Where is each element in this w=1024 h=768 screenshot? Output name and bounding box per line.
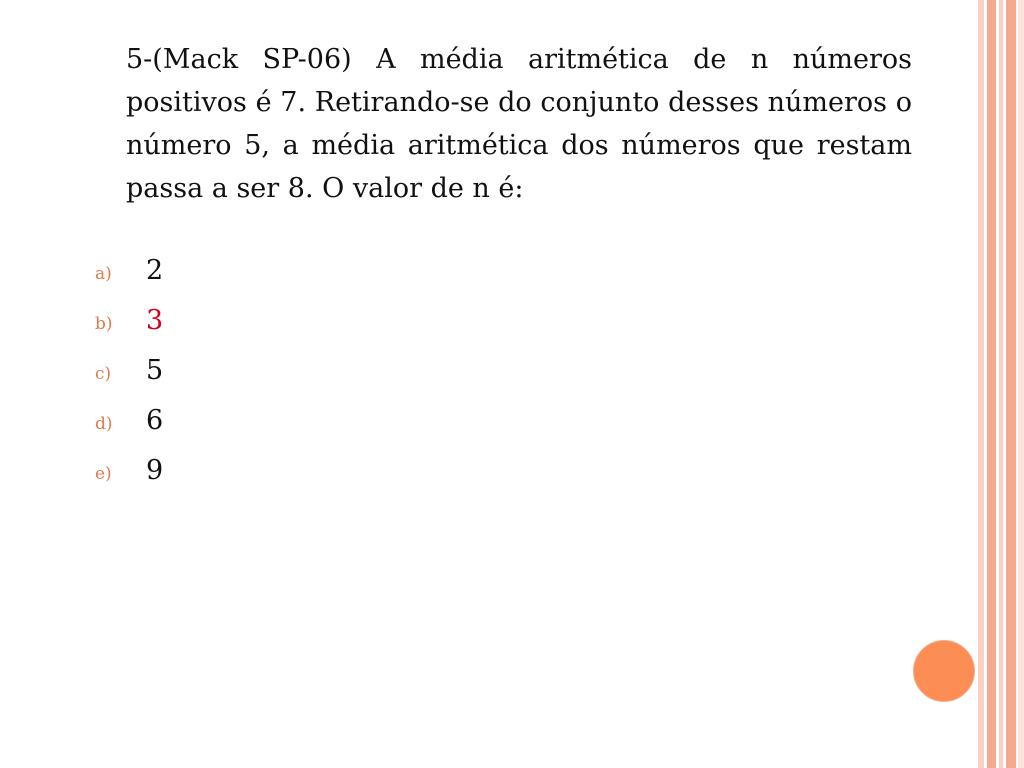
decorative-stripe (999, 0, 1003, 768)
option-e (95, 455, 163, 505)
option-value: 5 (146, 355, 164, 386)
option-a (95, 255, 163, 305)
decorative-stripe (987, 0, 996, 768)
option-letter: c) (95, 364, 112, 384)
decorative-stripe (1018, 0, 1024, 768)
option-value-highlighted: 3 (146, 305, 164, 336)
option-letter: e) (95, 464, 112, 484)
answer-options-list (95, 255, 163, 505)
option-value: 9 (146, 455, 164, 486)
option-c (95, 355, 163, 405)
option-value: 2 (146, 255, 164, 286)
option-value: 6 (146, 405, 164, 436)
option-letter: a) (95, 264, 112, 284)
decorative-stripe (978, 0, 984, 768)
option-letter: d) (95, 414, 113, 434)
option-d (95, 405, 163, 455)
question-text: 5-(Mack SP-06) A média aritmética de n números positivos é 7. Retirando-se do conjunto desses números o número 5, a média aritmética dos números que restam passa a ser 8. O valor de n é: (126, 44, 912, 204)
option-letter: b) (95, 314, 113, 334)
decorative-stripe (1006, 0, 1016, 768)
decorative-circle (913, 640, 975, 702)
option-b (95, 305, 163, 355)
